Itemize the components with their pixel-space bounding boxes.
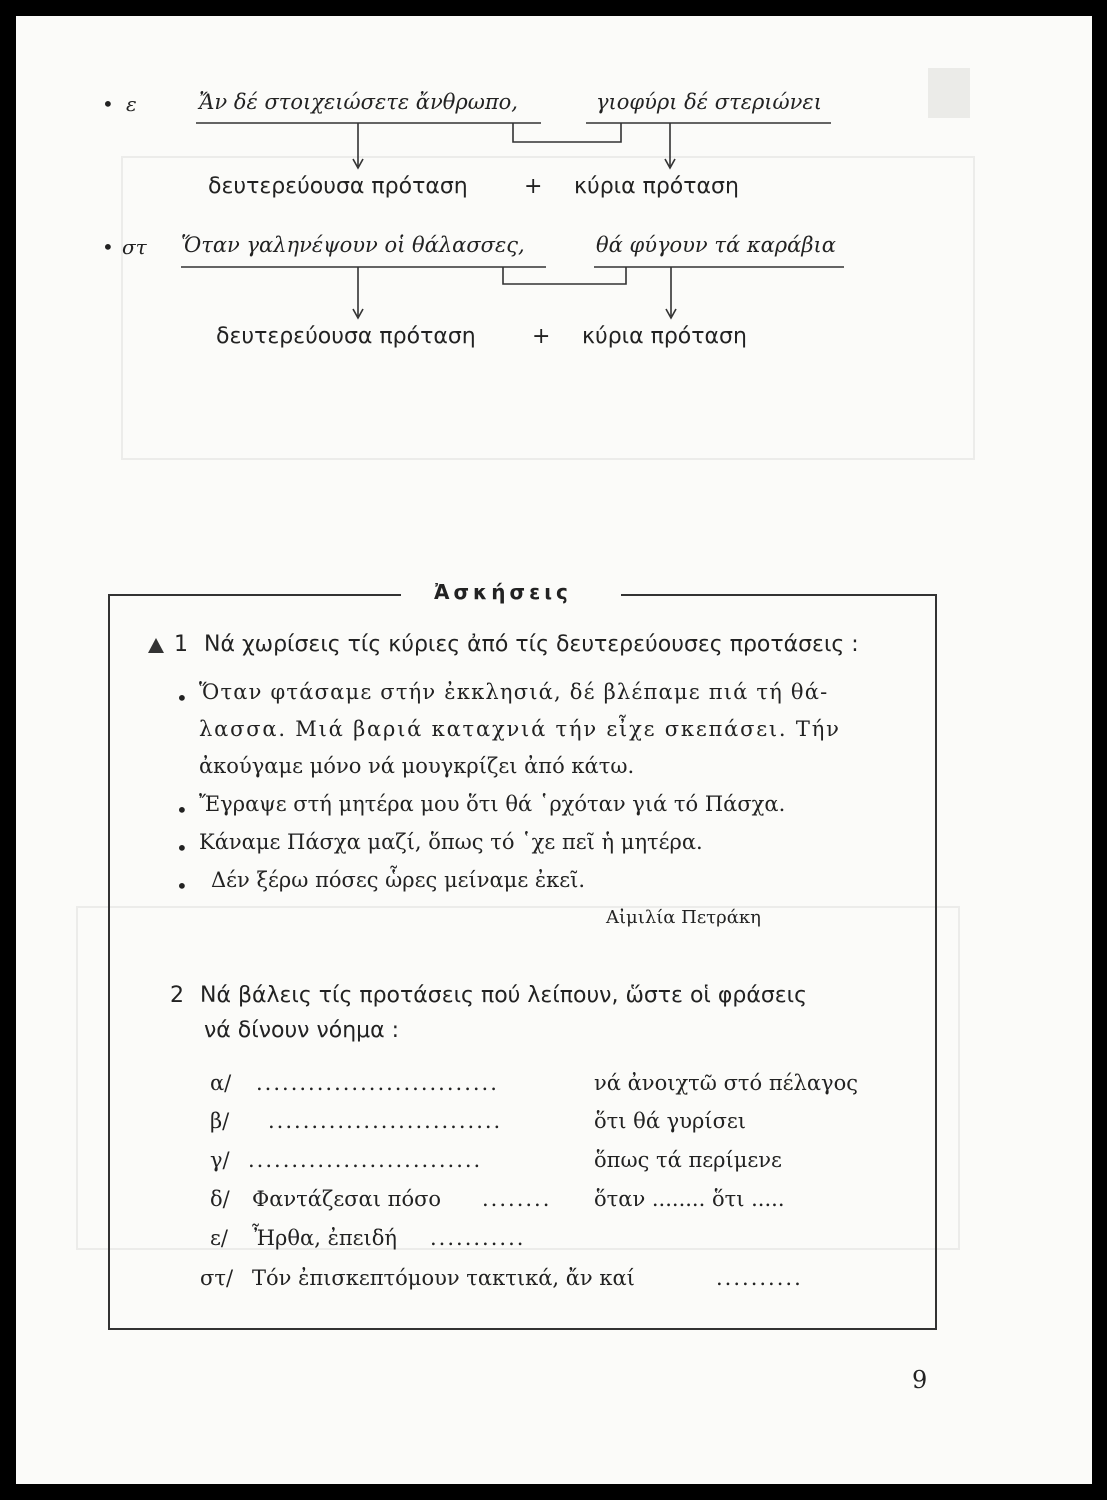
fill-item-text: νά ἀνοιχτῶ στό πέλαγος — [594, 1071, 858, 1095]
exercise-2-number: 2 — [170, 983, 184, 1008]
main-clause-label: κύρια πρόταση — [574, 174, 739, 199]
fill-item-label: ε/ — [210, 1226, 228, 1250]
fill-item-prefix: Ἦρθα, ἐπειδή — [252, 1226, 397, 1250]
exercise-1-text-line: λασσα. Μιά βαριά καταχνιά τήν εἶχε σκεπάσει. Τήν — [199, 717, 841, 741]
diagram-lines — [16, 16, 1092, 576]
fill-blank: ........... — [430, 1226, 526, 1250]
exercise-1-text-line: Ἔγραψε στή μητέρα μου ὅτι θά ῾ρχόταν γιά τό Πάσχα. — [199, 792, 786, 816]
exercises-box — [108, 594, 937, 1330]
exercise-1-text-line: Δέν ξέρω πόσες ὧρες μείναμε ἐκεῖ. — [211, 868, 586, 892]
bullet: • — [176, 686, 188, 710]
example-label: στ — [122, 235, 147, 259]
bullet: • — [176, 836, 188, 860]
example-main-clause: γιοφύρι δέ στεριώνει — [596, 90, 822, 114]
bullet: • — [176, 874, 188, 898]
fill-item-label: α/ — [210, 1071, 232, 1095]
exercise-2-instruction-cont: νά δίνουν νόημα : — [204, 1018, 400, 1043]
fill-blank: ............................ — [256, 1071, 499, 1095]
fill-item-prefix: Τόν ἐπισκεπτόμουν τακτικά, ἄν καί — [252, 1266, 635, 1290]
author-attribution: Αἰμιλία Πετράκη — [606, 907, 761, 928]
example-main-clause: θά φύγουν τά καράβια — [596, 233, 836, 257]
fill-item-label: γ/ — [210, 1148, 230, 1172]
exercise-1-text-line: Ὅταν φτάσαμε στήν ἐκκλησιά, δέ βλέπαμε πιά τή θά- — [199, 680, 829, 704]
subordinate-clause-label: δευτερεύουσα πρόταση — [216, 324, 476, 349]
bullet: • — [176, 798, 188, 822]
fill-blank: ........................... — [248, 1148, 483, 1172]
plus-sign: + — [532, 324, 551, 349]
fill-item-label: δ/ — [210, 1187, 230, 1211]
exercise-1-instruction: Νά χωρίσεις τίς κύριες ἀπό τίς δευτερεύουσες προτάσεις : — [204, 632, 859, 657]
exercise-1-text-line: Κάναμε Πάσχα μαζί, ὅπως τό ῾χε πεῖ ἡ μητέρα. — [199, 830, 703, 854]
fill-item-text: ὅπως τά περίμενε — [594, 1148, 782, 1172]
main-clause-label: κύρια πρόταση — [582, 324, 747, 349]
fill-item-prefix: Φαντάζεσαι πόσο — [252, 1187, 442, 1211]
bullet: • — [102, 92, 114, 116]
fill-item-label: στ/ — [200, 1266, 234, 1290]
example-subordinate-clause: Ἄν δέ στοιχειώσετε ἄνθρωπο, — [199, 90, 518, 114]
exercises-title: Ἀσκήσεις — [434, 580, 572, 604]
bullet: • — [102, 235, 114, 259]
triangle-icon — [146, 636, 166, 656]
page — [16, 16, 1092, 1484]
subordinate-clause-label: δευτερεύουσα πρόταση — [208, 174, 468, 199]
plus-sign: + — [524, 174, 543, 199]
exercise-1-number: 1 — [174, 632, 188, 657]
fill-item-text: ὅτι θά γυρίσει — [594, 1109, 747, 1133]
fill-item-label: β/ — [210, 1109, 230, 1133]
example-subordinate-clause: Ὅταν γαληνέψουν οἱ θάλασσες, — [181, 233, 525, 257]
exercise-2-instruction: Νά βάλεις τίς προτάσεις πού λείπουν, ὥστε οἱ φράσεις — [200, 983, 808, 1008]
fill-blank: ........................... — [268, 1109, 503, 1133]
fill-blank: ........ — [482, 1187, 552, 1211]
fill-blank: .......... — [716, 1266, 803, 1290]
example-label: ε — [126, 92, 137, 116]
page-number: 9 — [912, 1366, 928, 1394]
fill-item-text: ὅταν ........ ὅτι ..... — [594, 1187, 785, 1211]
exercise-1-text-line: ἀκούγαμε μόνο νά μουγκρίζει ἀπό κάτω. — [199, 754, 635, 778]
